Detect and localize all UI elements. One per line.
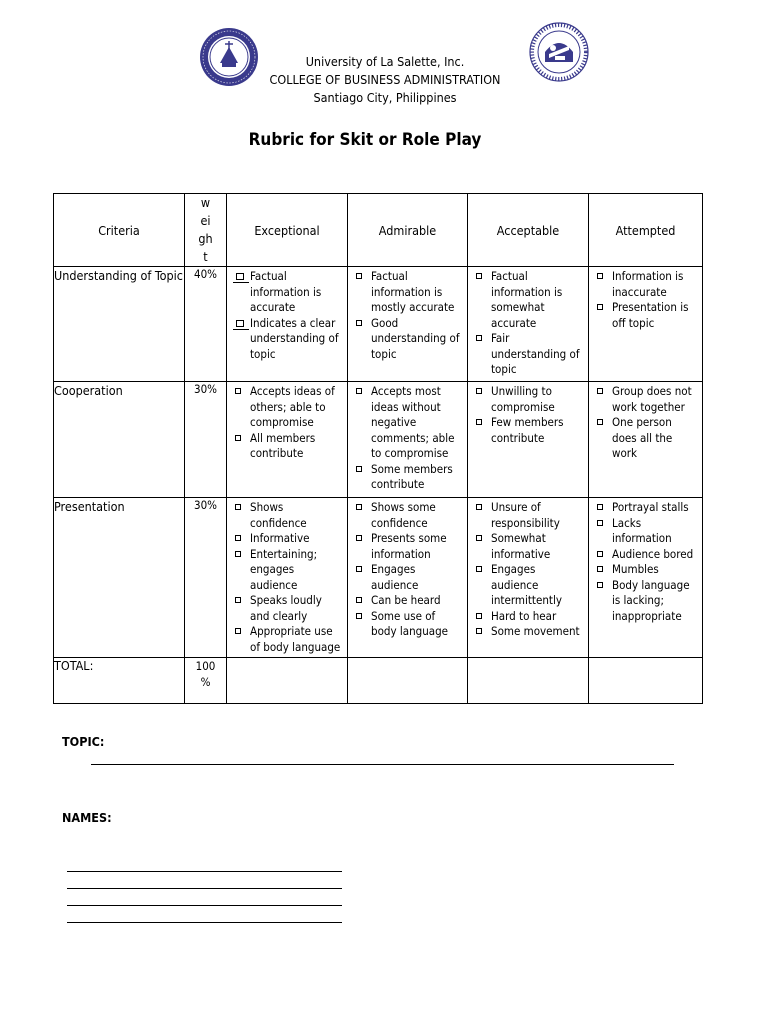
checkbox-icon <box>476 335 482 341</box>
checkbox-icon <box>356 535 362 541</box>
cell-attempted <box>589 382 703 498</box>
checkbox-icon <box>356 320 362 326</box>
cell-acceptable <box>468 267 589 382</box>
list-item: Lacks information <box>595 516 698 547</box>
topic-blank-line[interactable] <box>91 764 674 765</box>
table-row <box>54 267 703 382</box>
name-blank-line[interactable] <box>67 888 342 889</box>
cell-exceptional <box>227 267 348 382</box>
checkbox-icon <box>597 304 603 310</box>
list-item: Some movement <box>474 624 584 640</box>
checkbox-icon <box>356 597 362 603</box>
list-item: Informative <box>233 531 343 547</box>
checkbox-icon <box>597 504 603 510</box>
checkbox-icon <box>356 466 362 472</box>
list-item: Good understanding of topic <box>354 316 463 363</box>
cell-admirable <box>348 498 468 658</box>
list-item: Body language is lacking; inappropriate <box>595 578 698 625</box>
criteria-presentation: Presentation <box>54 498 185 658</box>
checkbox-icon <box>236 273 244 280</box>
checkbox-icon <box>476 504 482 510</box>
list-item: Entertaining; engages audience <box>233 547 343 594</box>
list-item: Shows some confidence <box>354 500 463 531</box>
total-label: TOTAL: <box>54 658 185 704</box>
document-title: Rubric for Skit or Role Play <box>248 130 482 150</box>
list-item: Some use of body language <box>354 609 463 640</box>
list-item: All members contribute <box>233 431 343 462</box>
checkbox-icon <box>597 551 603 557</box>
list-item: Presents some information <box>354 531 463 562</box>
total-cell-admirable[interactable] <box>348 658 468 704</box>
checkbox-icon <box>356 613 362 619</box>
checkbox-icon <box>235 628 241 634</box>
list-item: Presentation is off topic <box>595 300 698 331</box>
name-blank-line[interactable] <box>67 871 342 872</box>
weight-value: 40% <box>185 267 227 382</box>
list-item: Shows confidence <box>233 500 343 531</box>
weight-value: 30% <box>185 498 227 658</box>
list-item: Factual information is mostly accurate <box>354 269 463 316</box>
level-header-acceptable: Acceptable <box>468 194 589 267</box>
checkbox-icon <box>476 419 482 425</box>
cell-attempted <box>589 267 703 382</box>
checkbox-icon <box>235 435 241 441</box>
checkbox-icon <box>235 504 241 510</box>
college-name: COLLEGE OF BUSINESS ADMINISTRATION <box>269 72 501 87</box>
institution-heading <box>230 53 540 107</box>
weight-header: w ei gh t <box>185 194 227 267</box>
table-header-row <box>54 194 703 267</box>
checkbox-icon <box>476 628 482 634</box>
checkbox-icon <box>597 582 603 588</box>
checkbox-icon <box>356 273 362 279</box>
list-item: Audience bored <box>595 547 698 563</box>
cell-exceptional <box>227 498 348 658</box>
rubric-table <box>53 193 703 704</box>
checkbox-icon <box>476 535 482 541</box>
checkbox-icon <box>236 320 244 327</box>
criteria-header: Criteria <box>54 194 185 267</box>
list-item: Factual information is somewhat accurate <box>474 269 584 331</box>
checkbox-icon <box>476 388 482 394</box>
list-item: Information is inaccurate <box>595 269 698 300</box>
cell-acceptable <box>468 498 589 658</box>
checkbox-icon <box>597 419 603 425</box>
list-item: Factual information is accurate <box>233 269 343 316</box>
list-item: Some members contribute <box>354 462 463 493</box>
criteria-understanding: Understanding of Topic <box>54 267 185 382</box>
list-item: Portrayal stalls <box>595 500 698 516</box>
level-header-exceptional: Exceptional <box>227 194 348 267</box>
checkbox-icon <box>597 566 603 572</box>
institution-location: Santiago City, Philippines <box>313 90 457 105</box>
cell-attempted <box>589 498 703 658</box>
list-item: Mumbles <box>595 562 698 578</box>
checkbox-icon <box>356 566 362 572</box>
list-item: Group does not work together <box>595 384 698 415</box>
institution-name: University of La Salette, Inc. <box>305 54 465 69</box>
checkbox-icon <box>476 613 482 619</box>
checkbox-icon <box>235 388 241 394</box>
list-item: Engages audience intermittently <box>474 562 584 609</box>
cell-admirable <box>348 267 468 382</box>
table-row <box>54 498 703 658</box>
college-seal-logo <box>529 22 589 82</box>
name-blank-line[interactable] <box>67 922 342 923</box>
list-item: Few members contribute <box>474 415 584 446</box>
topic-label: TOPIC: <box>62 734 105 749</box>
total-weight: 100 % <box>185 658 227 704</box>
checkbox-icon <box>597 273 603 279</box>
list-item: Accepts most ideas without negative comments; able to compromise <box>354 384 463 462</box>
checkbox-icon <box>356 388 362 394</box>
list-item: Unsure of responsibility <box>474 500 584 531</box>
level-header-attempted: Attempted <box>589 194 703 267</box>
name-blank-line[interactable] <box>67 905 342 906</box>
list-item: Hard to hear <box>474 609 584 625</box>
checkbox-icon <box>597 388 603 394</box>
checkbox-icon <box>476 273 482 279</box>
list-item: Unwilling to compromise <box>474 384 584 415</box>
total-row <box>54 658 703 704</box>
list-item: Fair understanding of topic <box>474 331 584 378</box>
list-item: Accepts ideas of others; able to compromise <box>233 384 343 431</box>
weight-value: 30% <box>185 382 227 498</box>
list-item: Speaks loudly and clearly <box>233 593 343 624</box>
checkbox-icon <box>597 520 603 526</box>
checkbox-icon <box>356 504 362 510</box>
list-item: One person does all the work <box>595 415 698 462</box>
total-cell-exceptional[interactable] <box>227 658 348 704</box>
total-cell-attempted[interactable] <box>589 658 703 704</box>
cell-exceptional <box>227 382 348 498</box>
checkbox-icon <box>235 597 241 603</box>
cell-admirable <box>348 382 468 498</box>
names-label: NAMES: <box>62 810 112 825</box>
list-item: Can be heard <box>354 593 463 609</box>
list-item: Engages audience <box>354 562 463 593</box>
checkbox-icon <box>235 535 241 541</box>
level-header-admirable: Admirable <box>348 194 468 267</box>
checkbox-icon <box>476 566 482 572</box>
table-row <box>54 382 703 498</box>
checkbox-icon <box>235 551 241 557</box>
criteria-cooperation: Cooperation <box>54 382 185 498</box>
total-cell-acceptable[interactable] <box>468 658 589 704</box>
list-item: Somewhat informative <box>474 531 584 562</box>
cell-acceptable <box>468 382 589 498</box>
list-item: Indicates a clear understanding of topic <box>233 316 343 363</box>
list-item: Appropriate use of body language <box>233 624 343 655</box>
document-header <box>0 0 768 120</box>
